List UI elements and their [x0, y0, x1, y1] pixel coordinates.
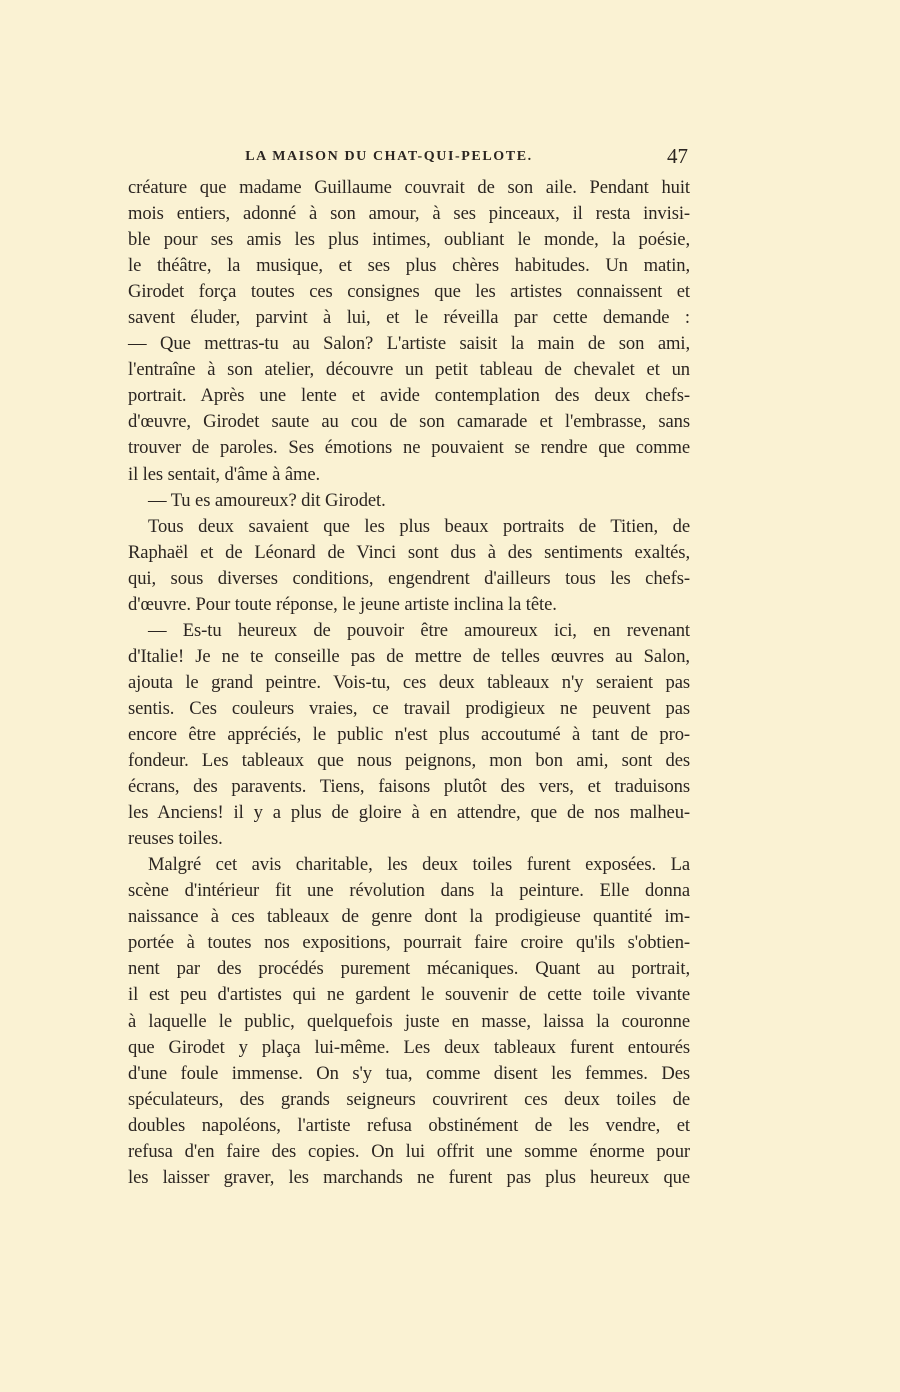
text-line: d'œuvre, Girodet saute au cou de son camarade et l'embrasse, sans	[128, 411, 690, 433]
paragraph	[128, 514, 690, 618]
paragraph	[128, 852, 690, 1191]
text-line: — Tu es amoureux? dit Girodet.	[148, 489, 386, 511]
text-line: sentis. Ces couleurs vraies, ce travail prodigieux ne peuvent pas	[128, 697, 690, 719]
paragraph	[128, 175, 690, 488]
text-line: à laquelle le public, quelquefois juste en masse, laissa la couronne	[128, 1010, 690, 1032]
text-line: portée à toutes nos expositions, pourrait faire croire qu'ils s'obtien-	[128, 932, 690, 954]
text-line: écrans, des paravents. Tiens, faisons plutôt des vers, et traduisons	[128, 776, 690, 798]
text-line: nent par des procédés purement mécaniques. Quant au portrait,	[128, 958, 690, 980]
body-text	[128, 175, 690, 1191]
text-line: Raphaël et de Léonard de Vinci sont dus à des sentiments exaltés,	[128, 541, 690, 563]
page-number: 47	[667, 144, 688, 168]
text-line: ble pour ses amis les plus intimes, oubliant le monde, la poésie,	[128, 229, 690, 251]
text-line: les Anciens! il y a plus de gloire à en attendre, que de nos malheu-	[128, 802, 690, 824]
text-line: encore être appréciés, le public n'est plus accoutumé à tant de pro-	[128, 723, 690, 745]
page-header	[128, 144, 690, 170]
text-line: refusa d'en faire des copies. On lui offrit une somme énorme pour	[128, 1140, 690, 1162]
text-line: Tous deux savaient que les plus beaux portraits de Titien, de	[148, 515, 690, 537]
text-line: doubles napoléons, l'artiste refusa obstinément de les vendre, et	[128, 1114, 690, 1136]
text-line: que Girodet y plaça lui-même. Les deux tableaux furent entourés	[128, 1036, 690, 1058]
text-line: savent éluder, parvint à lui, et le réveilla par cette demande :	[128, 307, 690, 329]
paragraph	[128, 488, 690, 514]
text-line: l'entraîne à son atelier, découvre un petit tableau de chevalet et un	[128, 359, 690, 381]
paragraph	[128, 618, 690, 852]
text-line: — Que mettras-tu au Salon? L'artiste saisit la main de son ami,	[128, 333, 690, 355]
text-line: il les sentait, d'âme à âme.	[128, 463, 321, 485]
text-line: le théâtre, la musique, et ses plus chères habitudes. Un matin,	[128, 255, 690, 277]
text-line: il est peu d'artistes qui ne gardent le souvenir de cette toile vivante	[128, 984, 690, 1006]
text-line: scène d'intérieur fit une révolution dans la peinture. Elle donna	[128, 880, 690, 902]
text-line: spéculateurs, des grands seigneurs couvrirent ces deux toiles de	[128, 1088, 690, 1110]
text-line: d'Italie! Je ne te conseille pas de mettre de telles œuvres au Salon,	[128, 645, 690, 667]
text-line: les laisser graver, les marchands ne furent pas plus heureux que	[128, 1166, 690, 1188]
text-line: mois entiers, adonné à son amour, à ses pinceaux, il resta invisi-	[128, 203, 690, 225]
text-line: naissance à ces tableaux de genre dont la prodigieuse quantité im-	[128, 906, 690, 928]
text-line: d'une foule immense. On s'y tua, comme disent les femmes. Des	[128, 1062, 690, 1084]
text-line: — Es-tu heureux de pouvoir être amoureux ici, en revenant	[148, 619, 690, 641]
text-line: fondeur. Les tableaux que nous peignons, mon bon ami, sont des	[128, 750, 690, 772]
text-line: reuses toiles.	[128, 828, 223, 850]
text-line: portrait. Après une lente et avide contemplation des deux chefs-	[128, 385, 690, 407]
text-line: d'œuvre. Pour toute réponse, le jeune artiste inclina la tête.	[128, 593, 557, 615]
text-line: qui, sous diverses conditions, engendrent d'ailleurs tous les chefs-	[128, 567, 690, 589]
text-line: ajouta le grand peintre. Vois-tu, ces deux tableaux n'y seraient pas	[128, 671, 690, 693]
text-line: Girodet força toutes ces consignes que les artistes connaissent et	[128, 281, 690, 303]
running-title: LA MAISON DU CHAT-QUI-PELOTE.	[245, 149, 533, 164]
text-line: trouver de paroles. Ses émotions ne pouvaient se rendre que comme	[128, 437, 690, 459]
text-line: Malgré cet avis charitable, les deux toiles furent exposées. La	[148, 854, 690, 876]
text-line: créature que madame Guillaume couvrait de son aile. Pendant huit	[128, 177, 690, 198]
